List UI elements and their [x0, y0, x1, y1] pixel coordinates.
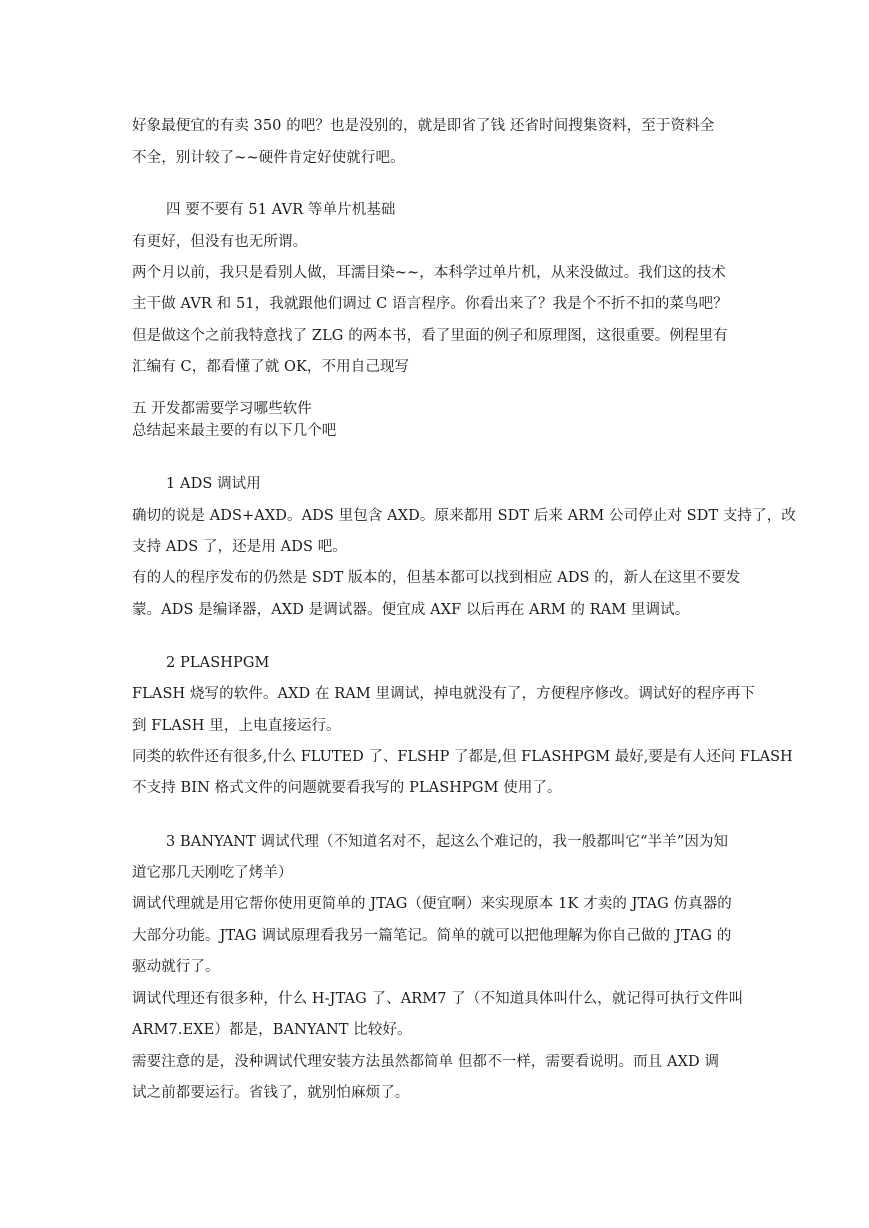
text-line: 蒙。ADS 是编译器，AXD 是调试器。便宜成 AXF 以后再在 ARM 的 RAM 里调试。: [132, 602, 690, 618]
text-line: 道它那几天刚吃了烤羊）: [132, 865, 293, 881]
text-line: 到 FLASH 里，上电直接运行。: [132, 718, 341, 734]
text-line: 不全，别计较了~~硬件肯定好使就行吧。: [132, 150, 405, 166]
text-line: 大部分功能。JTAG 调试原理看我另一篇笔记。简单的就可以把他理解为你自己做的 JTAG 的: [132, 928, 732, 944]
text-line: 但是做这个之前我特意找了 ZLG 的两本书，看了里面的例子和原理图，这很重要。例程里有: [132, 328, 728, 344]
text-line: 确切的说是 ADS+AXD。ADS 里包含 AXD。原来都用 SDT 后来 ARM 公司停止对 SDT 支持了，改: [132, 508, 796, 524]
section-heading: 四 要不要有 51 AVR 等单片机基础: [166, 202, 396, 218]
text-line: ARM7.EXE）都是，BANYANT 比较好。: [132, 1022, 412, 1038]
sub-heading: 1 ADS 调试用: [166, 476, 261, 492]
text-line: 两个月以前，我只是看别人做，耳濡目染~~，本科学过单片机，从来没做过。我们这的技术: [132, 265, 726, 281]
text-line: 总结起来最主要的有以下几个吧: [132, 423, 337, 439]
text-line: 不支持 BIN 格式文件的问题就要看我写的 PLASHPGM 使用了。: [132, 780, 562, 796]
text-line: 调试代理还有很多种，什么 H-JTAG 了、ARM7 了（不知道具体叫什么，就记得可执行文件叫: [132, 991, 744, 1007]
text-line: 调试代理就是用它帮你使用更简单的 JTAG（便宜啊）来实现原本 1K 才卖的 JTAG 仿真器的: [132, 896, 732, 912]
text-line: 试之前都要运行。省钱了，就别怕麻烦了。: [132, 1085, 410, 1101]
text-line: 驱动就行了。: [132, 959, 220, 975]
text-line: 需要注意的是，没种调试代理安装方法虽然都简单 但都不一样，需要看说明。而且 AXD 调: [132, 1054, 720, 1070]
text-line: 主干做 AVR 和 51，我就跟他们调过 C 语言程序。你看出来了？我是个不折不扣的菜鸟吧？: [132, 296, 728, 312]
section-heading: 五 开发都需要学习哪些软件: [132, 401, 312, 417]
text-line: 有更好，但没有也无所谓。: [132, 234, 308, 250]
sub-heading: 3 BANYANT 调试代理（不知道名对不，起这么个难记的，我一般都叫它“半羊”因为知: [166, 834, 729, 850]
text-line: 支持 ADS 了，还是用 ADS 吧。: [132, 539, 347, 555]
text-line: FLASH 烧写的软件。AXD 在 RAM 里调试，掉电就没有了，方便程序修改。调试好的程序再下: [132, 686, 756, 702]
text-line: 同类的软件还有很多,什么 FLUTED 了、FLSHP 了都是,但 FLASHPGM 最好,要是有人还问 FLASH: [132, 749, 793, 765]
sub-heading: 2 PLASHPGM: [166, 655, 270, 671]
text-line: 有的人的程序发布的仍然是 SDT 版本的，但基本都可以找到相应 ADS 的，新人在这里不要发: [132, 570, 741, 586]
text-line: 好象最便宜的有卖 350 的吧？也是没别的，就是即省了钱 还省时间搜集资料，至于资料全: [132, 118, 715, 134]
text-line: 汇编有 C，都看懂了就 OK，不用自己现写: [132, 359, 410, 375]
